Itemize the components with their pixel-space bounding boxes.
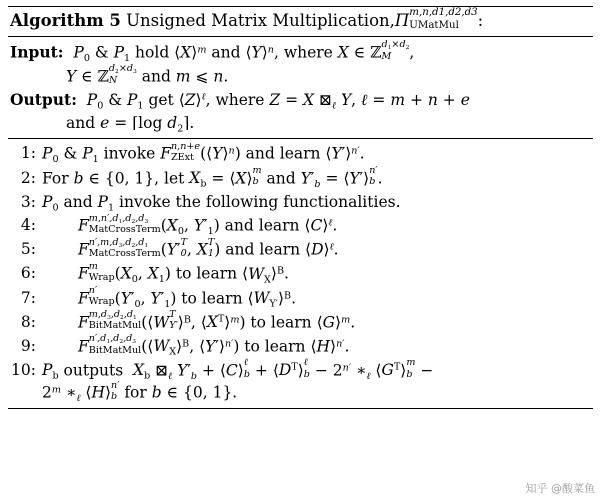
step-number: 5: <box>20 240 36 259</box>
step-number: 4: <box>20 216 36 235</box>
steps-list <box>8 139 593 408</box>
step-number: 10: <box>11 360 36 379</box>
step-row <box>10 262 591 285</box>
algorithm-label: Algorithm 5 <box>10 11 121 31</box>
functionality-symbol: Π <box>394 11 410 31</box>
step-text: F m Wrap ($X_0$, $X_1$) to learn $⟨W_X⟩^B$. <box>78 260 289 286</box>
step-row <box>10 214 591 237</box>
step-row <box>10 142 591 165</box>
step-row <box>10 308 591 334</box>
step-text: F $m,d_3,d_2,d_1$ BitMatMul (⟨W T Y′ ⟩$^B$, $⟨X^T⟩^m$) to learn ⟨G⟩$^m$. <box>78 308 356 332</box>
step-text: F $n',d_1,d_2,d_3$ BitMatMul ($⟨W_X⟩^B$, ⟨Y′⟩$^{n'}$) to learn ⟨H⟩$^{n'}$. <box>78 333 350 358</box>
step-text: F n′ Wrap ($Y'_0$, $Y'_1$) to learn $⟨W_{Y'}⟩^B$. <box>78 284 297 310</box>
step-number: 6: <box>20 264 36 283</box>
step-number: 1: <box>20 144 36 163</box>
watermark: 知乎 @酸菜鱼 <box>525 482 595 495</box>
step-row <box>10 335 591 358</box>
step-number: 3: <box>20 192 36 211</box>
functionality-scripts: m,n,d1,d2,d3 UMatMul <box>409 7 478 31</box>
output-line-1: Output: $P_0$ & $P_1$ get ⟨Z⟩$^\ell$, where Z = X $⊠_\ell$ Y, ℓ = m + n + e <box>10 90 470 112</box>
algorithm-title-text: Unsigned Matrix Multiplication, <box>126 11 395 31</box>
step-number: 7: <box>20 288 36 307</box>
io-block <box>8 37 593 138</box>
step-number: 9: <box>20 336 36 355</box>
step-row <box>10 284 591 310</box>
step-row <box>10 238 591 261</box>
bottom-rule <box>8 408 593 409</box>
step-text: $P_0$ and $P_1$ invoke the following functionalities. <box>42 192 401 214</box>
step-text: F $n',m,d_3,d_2,d_1$ MatCrossTerm (Y′ T 0 , X T 1 ) and learn ⟨D⟩$^\ell$. <box>78 236 339 260</box>
step-number: 2: <box>20 168 36 187</box>
output-label: Output: <box>10 90 77 110</box>
step-text: $P_0$ & $P_1$ invoke F n,n+e ZExt (⟨Y⟩$^n$) and learn ⟨Y′⟩$^{n'}$. <box>42 140 365 166</box>
step-number: 8: <box>20 312 36 331</box>
step-text: For b ∈ {0, 1}, let $X_b$ = ⟨X⟩ m b and $Y'_b$ = ⟨Y′⟩ n′ b . <box>42 164 383 190</box>
step-row <box>10 359 591 404</box>
input-line-2: Y ∈ ℤ $d_2\times d_3$ N and m ⩽ n. <box>66 63 229 86</box>
step-text: F $m,n',d_1,d_2,d_3$ MatCrossTerm ($X_0$, $Y'_1$) and learn ⟨C⟩$^\ell$. <box>78 212 338 238</box>
title-colon: : <box>477 11 484 31</box>
step-text: $P_b$ outputs $X_b$ $⊠_\ell$ $Y'_b$ + ⟨C⟩ ℓ b + $⟨D^T⟩$ ℓ b − $2^{n'}$ $∗_\ell$ $⟨G^T⟩$ m b − $2^m$ $∗_\ell$ ⟨H⟩ n′ b for b ∈ {0, 1}. <box>42 357 434 405</box>
algorithm-title <box>8 7 593 36</box>
input-line-1: Input: $P_0$ & $P_1$ hold ⟨X⟩$^m$ and ⟨Y⟩$^n$, where X ∈ ℤ $d_1\times d_2$ M , <box>10 39 415 64</box>
output-line-2: and e = ⌈log $d_2⌉$. <box>66 114 195 135</box>
input-label: Input: <box>10 42 64 62</box>
algorithm-block <box>8 6 593 409</box>
step-row <box>10 191 591 213</box>
step-row <box>10 164 591 190</box>
